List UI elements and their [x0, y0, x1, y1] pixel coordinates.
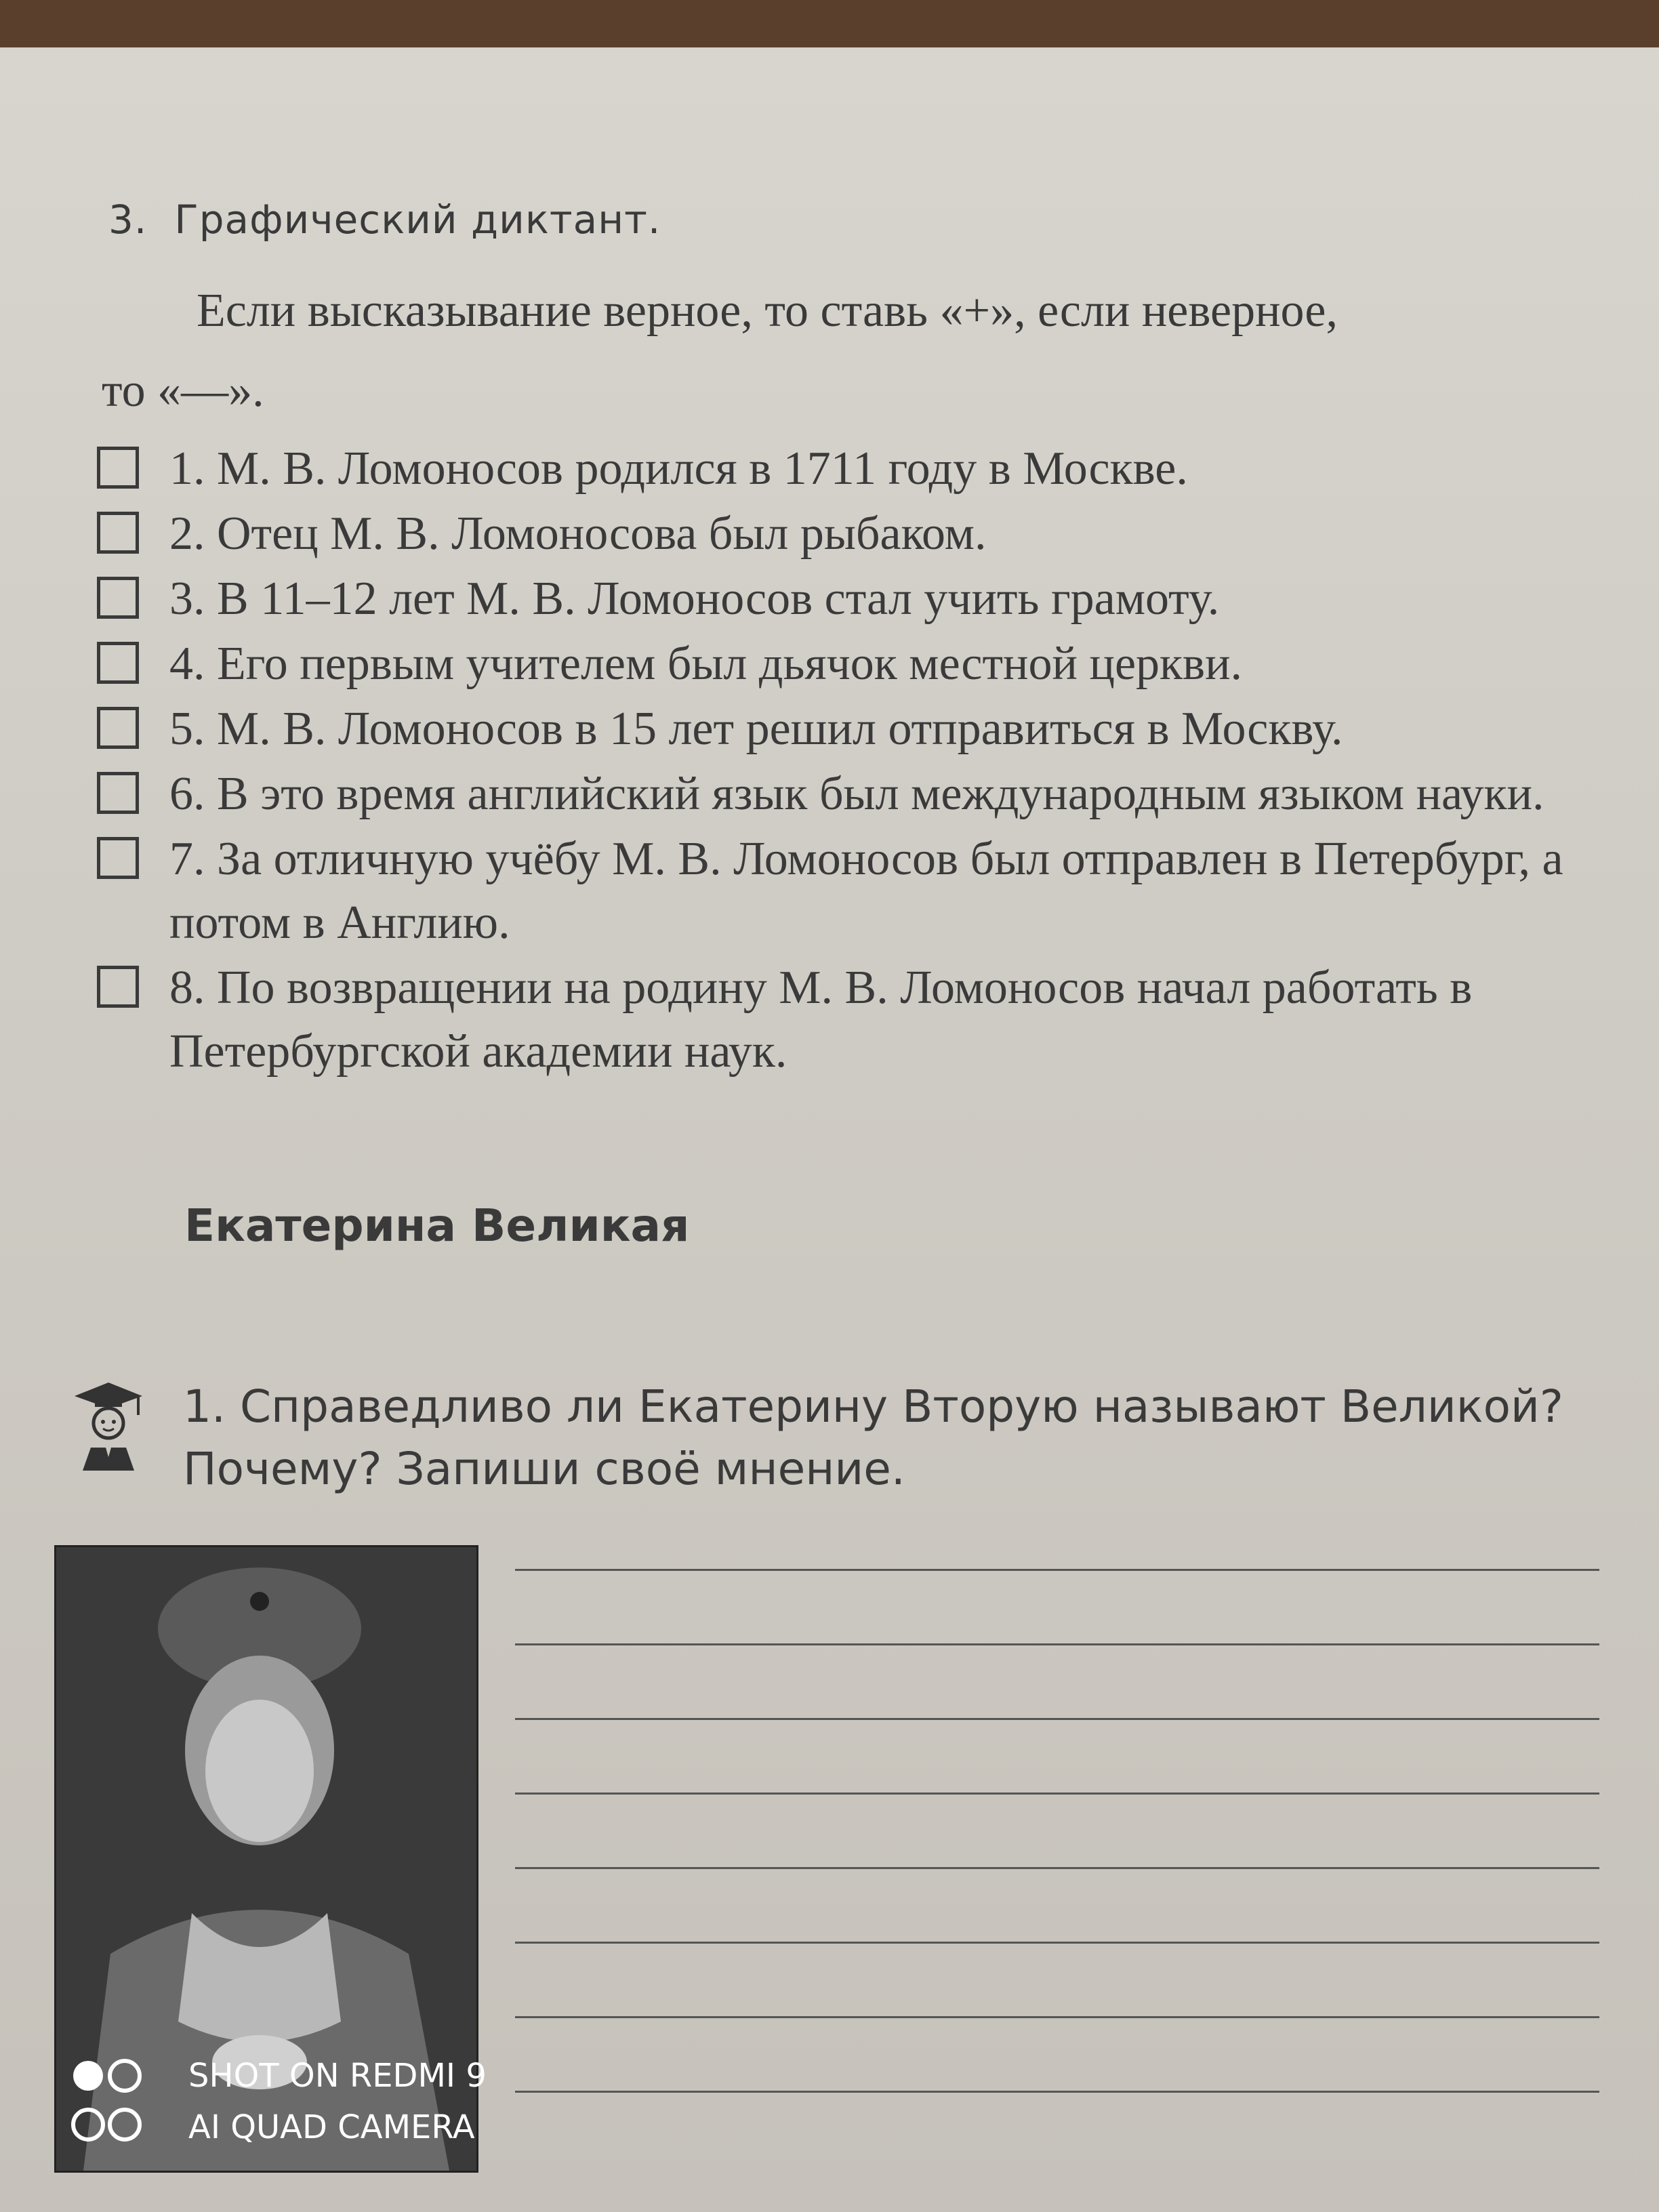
- answer-checkbox[interactable]: [97, 772, 139, 814]
- task-number: 3.: [108, 197, 148, 243]
- answer-checkbox[interactable]: [97, 707, 139, 749]
- answer-line[interactable]: [515, 1867, 1599, 1869]
- student-graduate-icon: [68, 1376, 149, 1477]
- task-heading: [108, 197, 661, 243]
- statement-item: [91, 762, 1623, 826]
- task-instruction: [102, 271, 1606, 431]
- statement-text: 7. За отличную учёбу М. В. Ломоносов был отправлен в Петербург, а потом в Англию.: [169, 833, 1563, 949]
- answer-line[interactable]: [515, 1942, 1599, 1944]
- statement-item: [91, 956, 1623, 1084]
- statement-text: 2. Отец М. В. Ломоносова был рыбаком.: [169, 508, 987, 560]
- section-title: Екатерина Великая: [184, 1200, 690, 1252]
- statement-text: 6. В это время английский язык был международным языком науки.: [169, 768, 1544, 820]
- statement-item: [91, 697, 1623, 761]
- answer-line[interactable]: [515, 1718, 1599, 1720]
- statement-item: [91, 632, 1623, 696]
- statement-item: [91, 502, 1623, 566]
- statement-item: [91, 437, 1623, 501]
- answer-checkbox[interactable]: [97, 447, 139, 489]
- answer-lines: [515, 1569, 1599, 2165]
- answer-checkbox[interactable]: [97, 577, 139, 619]
- answer-checkbox[interactable]: [97, 642, 139, 684]
- answer-checkbox[interactable]: [97, 966, 139, 1008]
- answer-line[interactable]: [515, 1793, 1599, 1795]
- answer-line[interactable]: [515, 1643, 1599, 1645]
- statement-text: 1. М. В. Ломоносов родился в 1711 году в Москве.: [169, 443, 1188, 495]
- quad-camera-icon: [68, 2050, 149, 2152]
- statement-text: 5. М. В. Ломоносов в 15 лет решил отправиться в Москву.: [169, 703, 1343, 755]
- instruction-line-1: Если высказывание верное, то ставь «+», если неверное,: [197, 285, 1338, 337]
- watermark-line-2: AI QUAD CAMERA: [188, 2108, 475, 2146]
- question-text: 1. Справедливо ли Екатерину Вторую называют Великой? Почему? Запиши своё мнение.: [183, 1380, 1563, 1495]
- instruction-line-2: то «—».: [102, 365, 264, 417]
- statement-item: [91, 827, 1623, 955]
- answer-line[interactable]: [515, 2016, 1599, 2018]
- statement-text: 4. Его первым учителем был дьячок местной церкви.: [169, 638, 1243, 690]
- answer-checkbox[interactable]: [97, 837, 139, 879]
- statement-text: 8. По возвращении на родину М. В. Ломоносов начал работать в Петербургской академии наук.: [169, 962, 1473, 1078]
- answer-line[interactable]: [515, 1569, 1599, 1571]
- workbook-page: [0, 47, 1659, 2212]
- answer-line[interactable]: [515, 2091, 1599, 2093]
- task-title: Графический диктант.: [174, 197, 661, 243]
- statement-text: 3. В 11–12 лет М. В. Ломоносов стал учить грамоту.: [169, 573, 1220, 625]
- answer-checkbox[interactable]: [97, 512, 139, 554]
- camera-watermark: [68, 2050, 487, 2153]
- statement-list: [91, 437, 1623, 1085]
- statement-item: [91, 567, 1623, 631]
- watermark-line-1: SHOT ON REDMI 9: [188, 2057, 487, 2095]
- question-block: [68, 1376, 1613, 1500]
